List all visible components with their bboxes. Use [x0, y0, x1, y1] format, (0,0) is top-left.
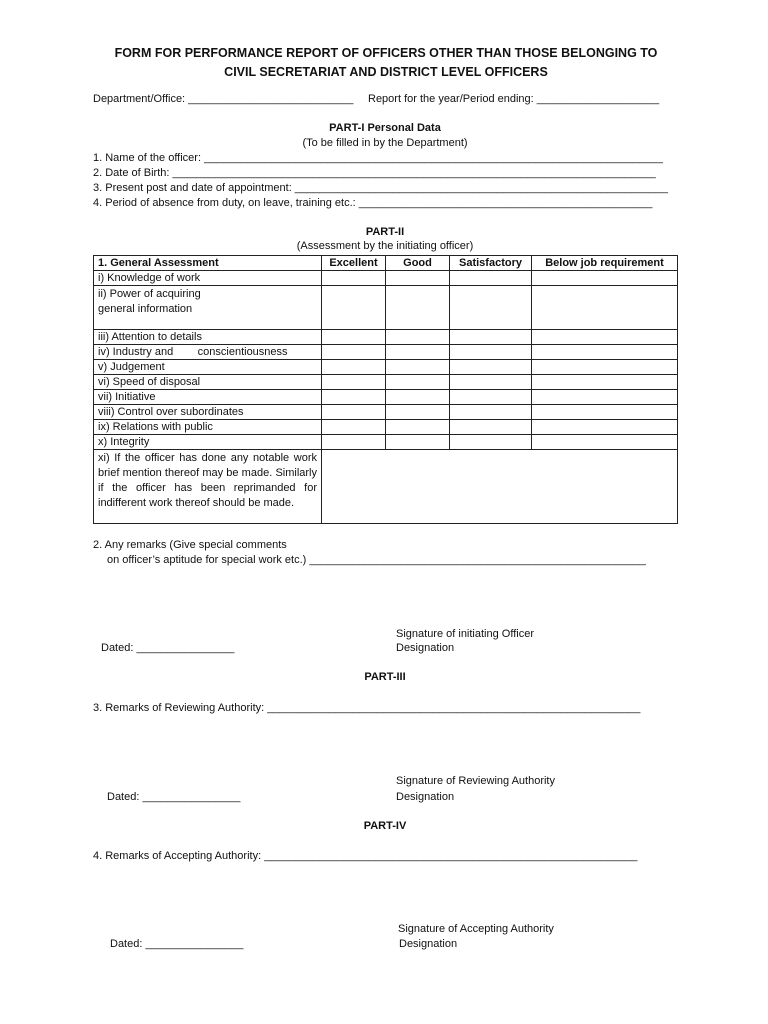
row-label: ii) Power of acquiring general information — [94, 286, 322, 330]
rating-cell-good[interactable] — [386, 435, 450, 450]
part2-heading: PART-II — [365, 226, 405, 238]
rating-cell-below[interactable] — [532, 360, 678, 375]
present-post-field[interactable]: 3. Present post and date of appointment: _____________________________________________________________ — [93, 182, 668, 194]
form-title — [60, 44, 712, 82]
table-row — [94, 345, 678, 360]
report-year-field[interactable]: Report for the year/Period ending: ____________________ — [368, 93, 660, 105]
table-row — [94, 405, 678, 420]
rating-cell-satisfactory[interactable] — [450, 420, 532, 435]
row-label: vii) Initiative — [94, 390, 322, 405]
rating-cell-excellent[interactable] — [322, 345, 386, 360]
rating-cell-excellent[interactable] — [322, 420, 386, 435]
rating-cell-good[interactable] — [386, 420, 450, 435]
rating-cell-excellent[interactable] — [322, 360, 386, 375]
rating-cell-below[interactable] — [532, 375, 678, 390]
part3-heading: PART-III — [364, 671, 406, 683]
rating-cell-excellent[interactable] — [322, 435, 386, 450]
part2-subheading: (Assessment by the initiating officer) — [296, 240, 474, 252]
rating-cell-below[interactable] — [532, 420, 678, 435]
rating-cell-excellent[interactable] — [322, 286, 386, 330]
accepting-dated-field[interactable]: Dated: ________________ — [110, 938, 244, 950]
notable-work-row — [94, 450, 678, 524]
row-label: ix) Relations with public — [94, 420, 322, 435]
header-excellent: Excellent — [322, 256, 386, 271]
row-label: v) Judgement — [94, 360, 322, 375]
part4-heading: PART-IV — [363, 820, 407, 832]
rating-cell-below[interactable] — [532, 435, 678, 450]
header-satisfactory: Satisfactory — [450, 256, 532, 271]
rating-cell-below[interactable] — [532, 271, 678, 286]
row-label: viii) Control over subordinates — [94, 405, 322, 420]
date-of-birth-field[interactable]: 2. Date of Birth: _______________________________________________________________________________ — [93, 167, 656, 179]
form-title-line-2: CIVIL SECRETARIAT AND DISTRICT LEVEL OFFICERS — [224, 64, 548, 79]
rating-cell-satisfactory[interactable] — [450, 271, 532, 286]
initiating-dated-field[interactable]: Dated: ________________ — [101, 642, 235, 654]
form-title-line-1: FORM FOR PERFORMANCE REPORT OF OFFICERS OTHER THAN THOSE BELONGING TO — [114, 46, 658, 60]
rating-cell-below[interactable] — [532, 286, 678, 330]
any-remarks-label: 2. Any remarks (Give special comments — [93, 539, 287, 551]
officer-name-field[interactable]: 1. Name of the officer: ___________________________________________________________________________ — [93, 152, 663, 164]
part1-subheading: (To be filled in by the Department) — [302, 137, 468, 149]
rating-cell-satisfactory[interactable] — [450, 390, 532, 405]
rating-cell-good[interactable] — [386, 345, 450, 360]
rating-cell-excellent[interactable] — [322, 330, 386, 345]
initiating-officer-signature-label: Signature of initiating Officer — [396, 628, 534, 640]
rating-cell-below[interactable] — [532, 330, 678, 345]
row-label: iv) Industry and conscientiousness — [94, 345, 322, 360]
reviewing-designation-label: Designation — [396, 791, 455, 803]
rating-cell-good[interactable] — [386, 375, 450, 390]
rating-cell-good[interactable] — [386, 286, 450, 330]
table-row — [94, 435, 678, 450]
table-row — [94, 360, 678, 375]
rating-cell-excellent[interactable] — [322, 375, 386, 390]
row-label: vi) Speed of disposal — [94, 375, 322, 390]
row-label: x) Integrity — [94, 435, 322, 450]
rating-cell-satisfactory[interactable] — [450, 330, 532, 345]
table-row — [94, 390, 678, 405]
accepting-remarks-field[interactable]: 4. Remarks of Accepting Authority: _____________________________________________________________ — [93, 850, 638, 862]
rating-cell-satisfactory[interactable] — [450, 435, 532, 450]
header-general-assessment: 1. General Assessment — [94, 256, 322, 271]
table-header-row — [94, 256, 678, 271]
rating-cell-satisfactory[interactable] — [450, 286, 532, 330]
reviewing-dated-field[interactable]: Dated: ________________ — [107, 791, 241, 803]
rating-cell-below[interactable] — [532, 390, 678, 405]
reviewing-remarks-field[interactable]: 3. Remarks of Reviewing Authority: _____________________________________________________________ — [93, 702, 641, 714]
rating-cell-good[interactable] — [386, 405, 450, 420]
table-row — [94, 330, 678, 345]
rating-cell-good[interactable] — [386, 271, 450, 286]
general-assessment-table — [93, 255, 678, 524]
rating-cell-good[interactable] — [386, 360, 450, 375]
row-label: i) Knowledge of work — [94, 271, 322, 286]
header-below-job-requirement: Below job requirement — [532, 256, 678, 271]
table-row — [94, 286, 678, 330]
notable-work-entry-cell[interactable] — [322, 450, 678, 524]
row-label: iii) Attention to details — [94, 330, 322, 345]
rating-cell-excellent[interactable] — [322, 271, 386, 286]
rating-cell-good[interactable] — [386, 330, 450, 345]
rating-cell-satisfactory[interactable] — [450, 345, 532, 360]
table-row — [94, 420, 678, 435]
rating-cell-excellent[interactable] — [322, 405, 386, 420]
initiating-designation-label: Designation — [396, 642, 455, 654]
notable-work-label: xi) If the officer has done any notable work brief mention thereof may be made. Similarly if the officer has been reprimanded for indifferent work thereof should be made. — [94, 450, 322, 524]
rating-cell-below[interactable] — [532, 405, 678, 420]
rating-cell-good[interactable] — [386, 390, 450, 405]
rating-cell-satisfactory[interactable] — [450, 405, 532, 420]
absence-period-field[interactable]: 4. Period of absence from duty, on leave, training etc.: ________________________________________________ — [93, 197, 653, 209]
header-good: Good — [386, 256, 450, 271]
table-row — [94, 375, 678, 390]
rating-cell-satisfactory[interactable] — [450, 360, 532, 375]
department-office-field[interactable]: Department/Office: ___________________________ — [93, 93, 354, 105]
accepting-authority-signature-label: Signature of Accepting Authority — [398, 923, 554, 935]
rating-cell-satisfactory[interactable] — [450, 375, 532, 390]
accepting-designation-label: Designation — [399, 938, 458, 950]
reviewing-authority-signature-label: Signature of Reviewing Authority — [396, 775, 555, 787]
rating-cell-excellent[interactable] — [322, 390, 386, 405]
any-remarks-field[interactable]: on officer’s aptitude for special work etc.) _______________________________________________________ — [107, 554, 646, 566]
rating-cell-below[interactable] — [532, 345, 678, 360]
part1-heading: PART-I Personal Data — [329, 122, 441, 134]
table-row — [94, 271, 678, 286]
